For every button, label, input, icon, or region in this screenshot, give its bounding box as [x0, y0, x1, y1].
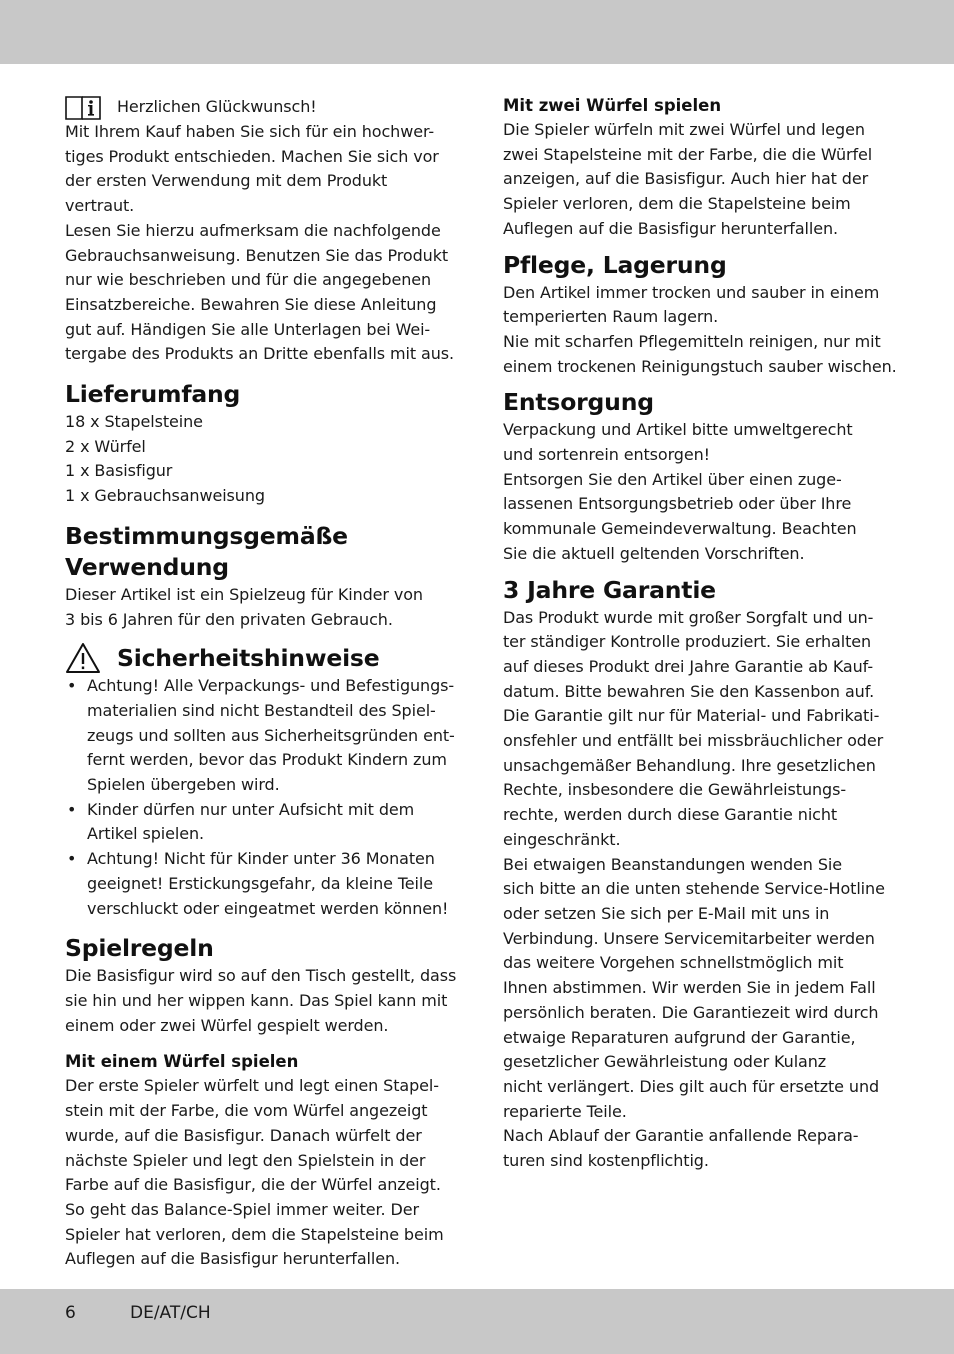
spielregeln-text: Die Basisfigur wird so auf den Tisch gestellt, dass sie hin und her wippen kann. Das Spiel kann mit einem oder zwei Würfel gespielt werden.	[65, 966, 457, 1035]
entsorgung-heading: Entsorgung	[503, 388, 654, 417]
spielregeln-sub2-heading: Mit zwei Würfel spielen	[503, 96, 722, 115]
spielregeln-heading: Spielregeln	[65, 934, 214, 963]
top-bar	[0, 0, 954, 64]
verwendung-text: Dieser Artikel ist ein Spielzeug für Kinder von 3 bis 6 Jahren für den privaten Gebrauch.	[65, 584, 423, 629]
spielregeln-sub2-text: Die Spieler würfeln mit zwei Würfel und legen zwei Stapelsteine mit der Farbe, die die Würfel anzeigen, auf die Basisfigur. Auch hier hat der Spieler verloren, dem die Stapelsteine beim Auflegen auf die Basisfigur herunterfallen.	[503, 120, 873, 238]
lieferumfang-heading: Lieferumfang	[65, 380, 241, 409]
list-item: • Achtung! Nicht für Kinder unter 36 Monaten geeignet! Erstickungsgefahr, da kleine Teile verschluckt oder eingeatmet werden können!	[65, 847, 460, 921]
intro-text: Mit Ihrem Kauf haben Sie sich für ein hochwer- tiges Produkt entschieden. Machen Sie sich vor der ersten Verwendung mit dem Produkt vertraut. Lesen Sie hierzu aufmerksam die nachfolgende Gebrauchsanweisung. Benutzen Sie das Produkt nur wie beschrieben und für die angegebenen Einsatzbereiche. Bewahren Sie diese Anleitung gut auf. Händigen Sie alle Unterlagen bei Wei- tergabe des Produkts an Dritte ebenfalls mit aus.	[65, 122, 454, 364]
left-column	[65, 94, 460, 1272]
verwendung-heading: Bestimmungsgemäße Verwendung	[65, 521, 348, 581]
intro-greeting: Herzlichen Glückwunsch!	[117, 97, 317, 117]
page-number: 6	[65, 1303, 76, 1323]
warning-triangle-icon	[65, 642, 101, 674]
list-item: • Kinder dürfen nur unter Aufsicht mit dem Artikel spielen.	[65, 798, 460, 847]
pflege-heading: Pflege, Lagerung	[503, 250, 727, 279]
garantie-heading: 3 Jahre Garantie	[503, 575, 716, 604]
entsorgung-text: Verpackung und Artikel bitte umweltgerecht und sortenrein entsorgen! Entsorgen Sie den Artikel über einen zuge- lassenen Entsorgungsbetrieb oder über Ihre kommunale Gemeindeverwaltung. Beachten Sie die aktuell geltenden Vorschriften.	[503, 420, 857, 563]
list-item: • Achtung! Alle Verpackungs- und Befestigungs- materialien sind nicht Bestandteil des Spiel- zeugs und sollten aus Sicherheitsgründen ent- fernt werden, bevor das Produkt Kindern zum Spielen übergeben wird.	[65, 674, 460, 798]
spielregeln-sub1-heading: Mit einem Würfel spielen	[65, 1052, 299, 1072]
language-code: DE/AT/CH	[130, 1303, 211, 1323]
intro-greeting-line	[65, 94, 460, 120]
garantie-text: Das Produkt wurde mit großer Sorgfalt und un- ter ständiger Kontrolle produziert. Sie erhalten auf dieses Produkt drei Jahre Garantie ab Kauf- datum. Bitte bewahren Sie den Kassenbon auf. Die Garantie gilt nur für Material- und Fabrikati- onsfehler und entfällt bei missbräuchlicher oder unsachgemäßer Behandlung. Ihre gesetzlichen Rechte, insbesondere die Gewährleistungs- rechte, werden durch diese Garantie nicht eingeschränkt. Bei etwaigen Beanstandungen wenden Sie sich bitte an die unten stehende Service-Hotline oder setzen Sie sich per E-Mail mit uns in Verbindung. Unsere Servicemitarbeiter werden das weitere Vorgehen schnellstmöglich mit Ihnen abstimmen. Wir werden Sie in jedem Fall persönlich beraten. Die Garantiezeit wird durch etwaige Reparaturen aufgrund der Garantie, gesetzlicher Gewährleistung oder Kulanz nicht verlängert. Dies gilt auch für ersetzte und reparierte Teile. Nach Ablauf der Garantie anfallende Repara- turen sind kostenpflichtig.	[503, 607, 885, 1171]
spielregeln-sub1-text: Der erste Spieler würfelt und legt einen Stapel- stein mit der Farbe, die vom Würfel angezeigt wurde, auf die Basisfigur. Danach würfelt der nächste Spieler und legt den Spielstein in der Farbe auf die Basisfigur, die der Würfel anzeigt. So geht das Balance-Spiel immer weiter. Der Spieler hat verloren, dem die Stapelsteine beim Auflegen auf die Basisfigur herunterfallen.	[65, 1076, 444, 1269]
pflege-text: Den Artikel immer trocken und sauber in einem temperierten Raum lagern. Nie mit scharfen Pflegemitteln reinigen, nur mit einem trockenen Reinigungstuch sauber wischen.	[503, 282, 897, 376]
sicherheit-list	[65, 674, 460, 921]
lieferumfang-text: 18 x Stapelsteine 2 x Würfel 1 x Basisfigur 1 x Gebrauchsanweisung	[65, 412, 265, 506]
info-book-icon	[65, 94, 101, 120]
sicherheit-heading-row	[65, 642, 460, 674]
sicherheit-heading: Sicherheitshinweise	[117, 643, 380, 672]
right-column	[503, 94, 898, 1174]
